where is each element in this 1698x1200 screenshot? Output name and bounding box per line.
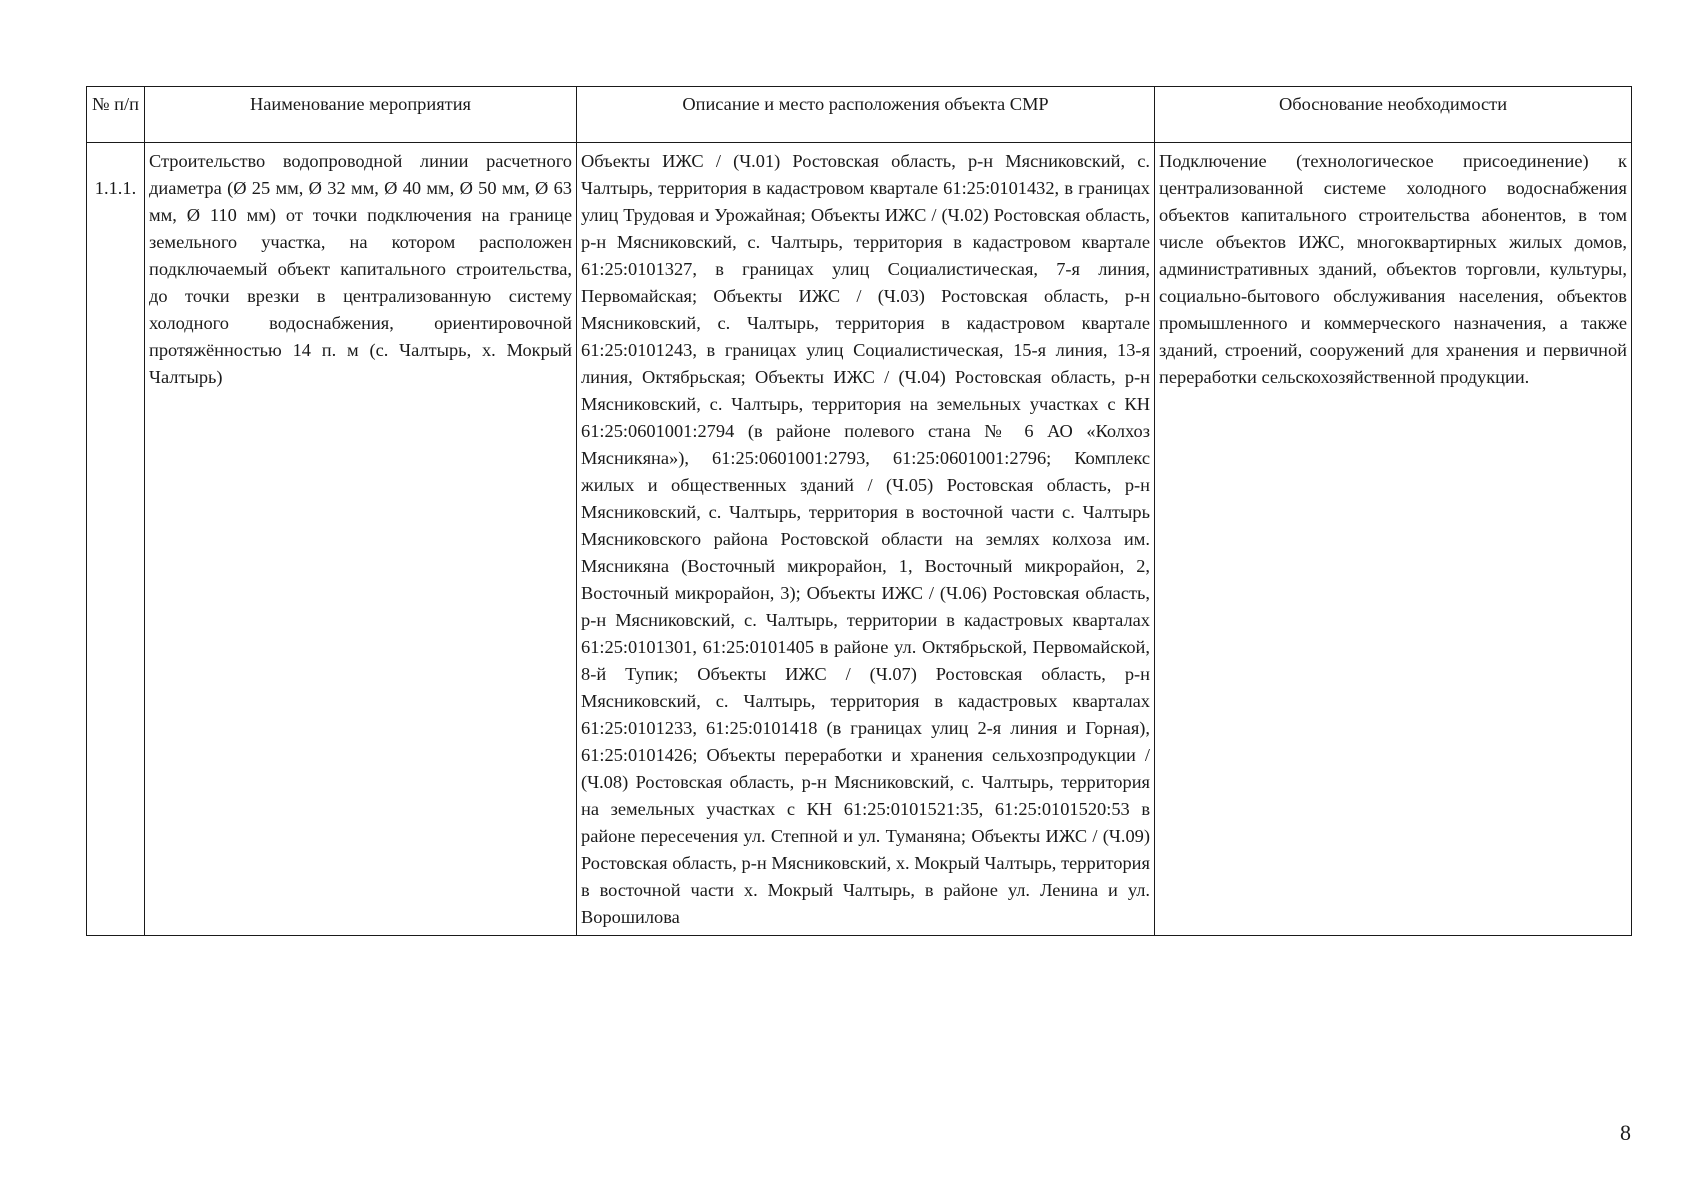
measures-table [86, 86, 1632, 936]
page-number: 8 [1620, 1120, 1631, 1145]
table-header-row [87, 87, 1632, 143]
header-description: Описание и место расположения объекта СМР [577, 87, 1155, 143]
row-num: 1.1.1. [87, 143, 145, 936]
row-name: Строительство водопроводной линии расчетного диаметра (Ø 25 мм, Ø 32 мм, Ø 40 мм, Ø 50 мм, Ø 63 мм, Ø 110 мм) от точки подключения на границе земельного участка, на котором расположен подключаемый объект капитального строительства, до точки врезки в централизованную систему холодного водоснабжения, ориентировочной протяжённостью 14 п. м (с. Чалтырь, х. Мокрый Чалтырь) [145, 143, 577, 936]
header-name: Наименование мероприятия [145, 87, 577, 143]
row-justification: Подключение (технологическое присоединение) к централизованной системе холодного водоснабжения объектов капитального строительства абонентов, в том числе объектов ИЖС, многоквартирных жилых домов, административных зданий, объектов торговли, культуры, социально-бытового обслуживания населения, объектов промышленного и коммерческого назначения, а также зданий, строений, сооружений для хранения и первичной переработки сельскохозяйственной продукции. [1155, 143, 1632, 936]
header-justification: Обоснование необходимости [1155, 87, 1632, 143]
table-row [87, 143, 1632, 936]
row-description: Объекты ИЖС / (Ч.01) Ростовская область, р-н Мясниковский, с. Чалтырь, территория в кадастровом квартале 61:25:0101432, в границах улиц Трудовая и Урожайная; Объекты ИЖС / (Ч.02) Ростовская область, р-н Мясниковский, с. Чалтырь, территория в кадастровом квартале 61:25:0101327, в границах улиц Социалистическая, 7-я линия, Первомайская; Объекты ИЖС / (Ч.03) Ростовская область, р-н Мясниковский, с. Чалтырь, территория в кадастровом квартале 61:25:0101243, в границах улиц Социалистическая, 15-я линия, 13-я линия, Октябрьская; Объекты ИЖС / (Ч.04) Ростовская область, р-н Мясниковский, с. Чалтырь, территория на земельных участках с КН 61:25:0601001:2794 (в районе полевого стана № 6 АО «Колхоз Мясникяна»), 61:25:0601001:2793, 61:25:0601001:2796; Комплекс жилых и общественных зданий / (Ч.05) Ростовская область, р-н Мясниковский, с. Чалтырь, территория в восточной части с. Чалтырь Мясниковского района Ростовской области на землях колхоза им. Мясникяна (Восточный микрорайон, 1, Восточный микрорайон, 2, Восточный микрорайон, 3); Объекты ИЖС / (Ч.06) Ростовская область, р-н Мясниковский, с. Чалтырь, территории в кадастровых кварталах 61:25:0101301, 61:25:0101405 в районе ул. Октябрьской, Первомайской, 8-й Тупик; Объекты ИЖС / (Ч.07) Ростовская область, р-н Мясниковский, с. Чалтырь, территория в кадастровых кварталах 61:25:0101233, 61:25:0101418 (в границах улиц 2-я линия и Горная), 61:25:0101426; Объекты переработки и хранения сельхозпродукции / (Ч.08) Ростовская область, р-н Мясниковский, с. Чалтырь, территория на земельных участках с КН 61:25:0101521:35, 61:25:0101520:53 в районе пересечения ул. Степной и ул. Туманяна; Объекты ИЖС / (Ч.09) Ростовская область, р-н Мясниковский, х. Мокрый Чалтырь, территория в восточной части х. Мокрый Чалтырь, в районе ул. Ленина и ул. Ворошилова [577, 143, 1155, 936]
header-num: № п/п [87, 87, 145, 143]
